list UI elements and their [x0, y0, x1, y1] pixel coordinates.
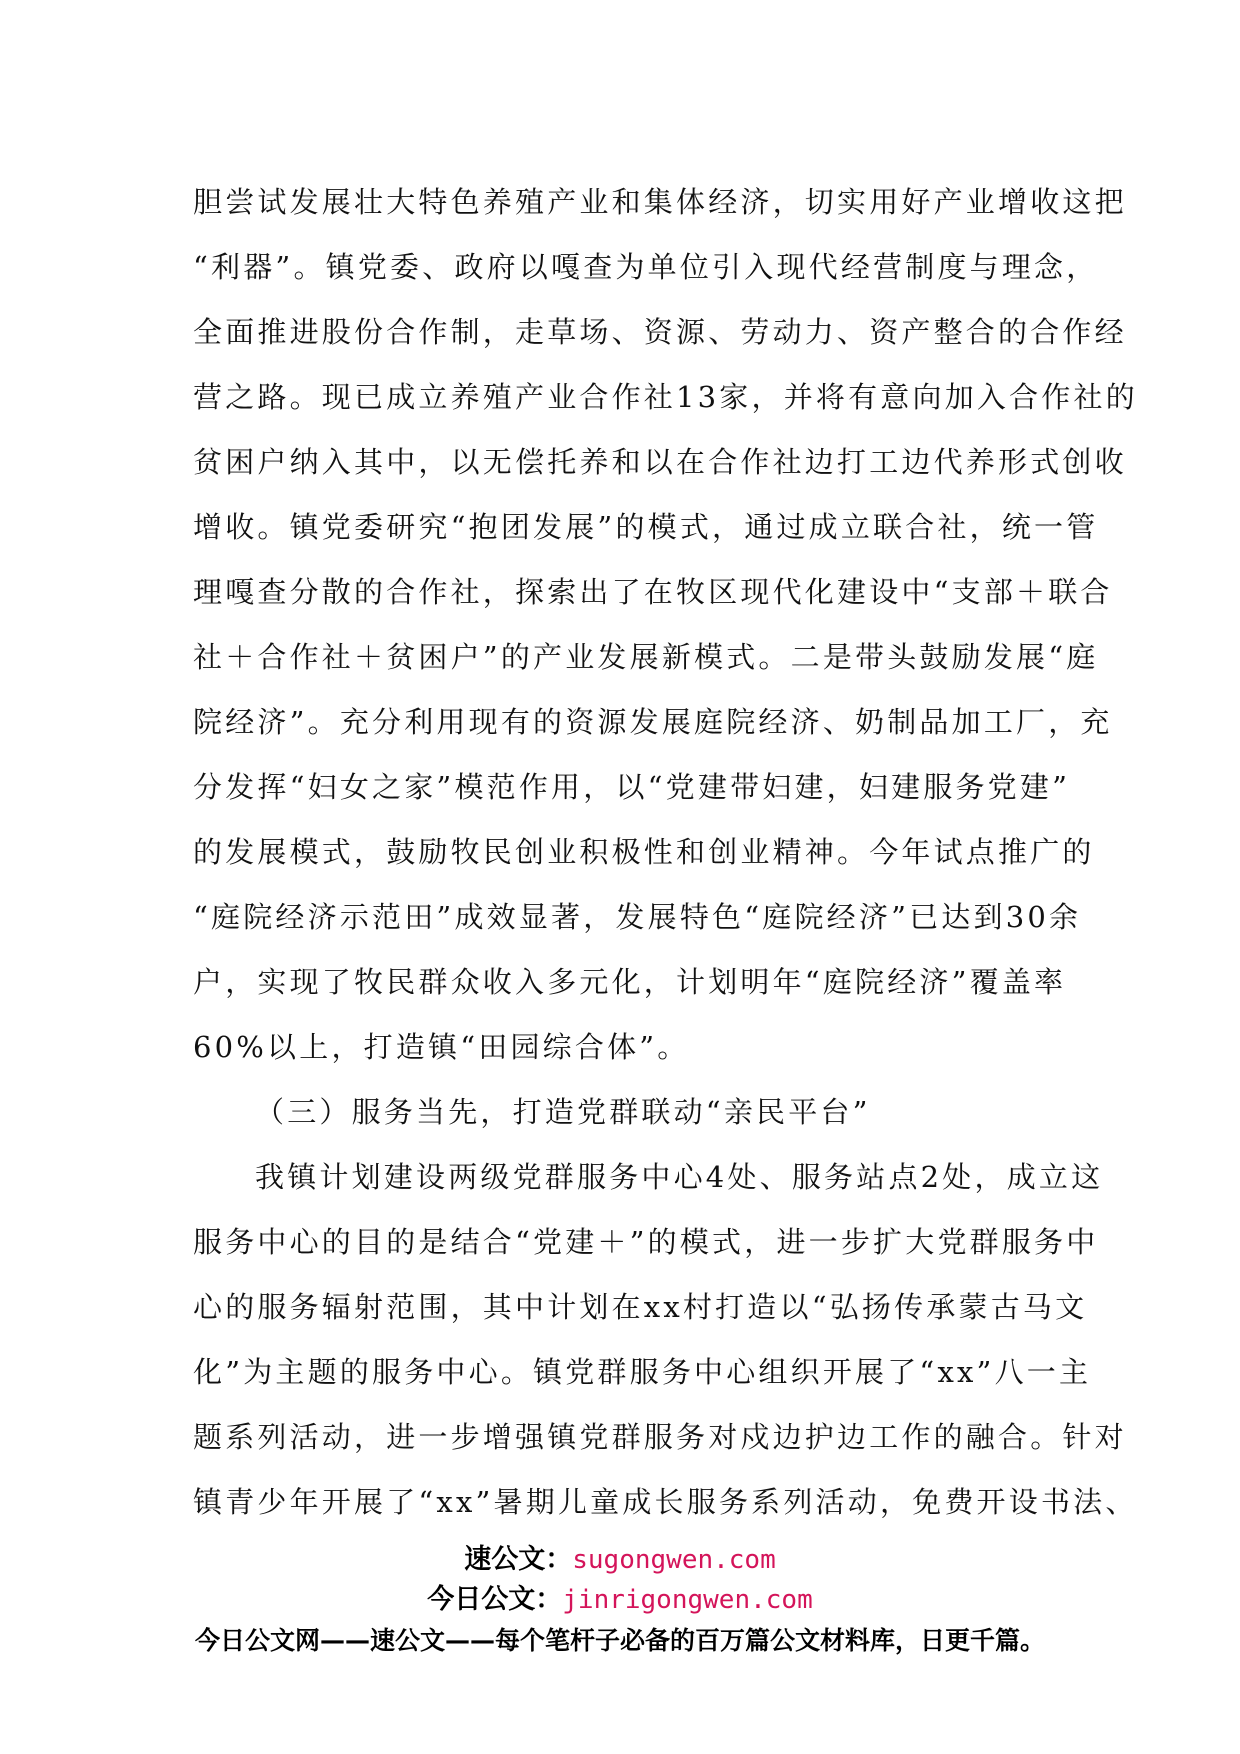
- paragraph-line: 题系列活动，进一步增强镇党群服务对戍边护边工作的融合。针对: [193, 1420, 1127, 1454]
- paragraph-line: 分发挥“妇女之家”模范作用，以“党建带妇建，妇建服务党建”: [193, 770, 1071, 804]
- paragraph-line: 全面推进股份合作制，走草场、资源、劳动力、资产整合的合作经: [193, 315, 1127, 349]
- footer-row-sugongwen: [0, 1540, 1240, 1580]
- footer-label: 速公文：: [464, 1544, 573, 1575]
- footer-row-jinrigongwen: [0, 1580, 1240, 1620]
- footer-label: 今日公文：: [427, 1584, 563, 1615]
- paragraph-line: 的发展模式，鼓励牧民创业积极性和创业精神。今年试点推广的: [193, 835, 1095, 869]
- paragraph-line: 户，实现了牧民群众收入多元化，计划明年“庭院经济”覆盖率: [193, 965, 1067, 999]
- paragraph-line: 我镇计划建设两级党群服务中心4处、服务站点2处，成立这: [255, 1160, 1104, 1194]
- paragraph-line: 化”为主题的服务中心。镇党群服务中心组织开展了“xx”八一主: [193, 1355, 1092, 1389]
- footer-slogan: 今日公文网——速公文——每个笔杆子必备的百万篇公文材料库，日更千篇。: [194, 1626, 1045, 1655]
- paragraph-line: “庭院经济示范田”成效显著，发展特色“庭院经济”已达到30余: [193, 900, 1082, 934]
- footer-watermark: [0, 1540, 1240, 1662]
- document-body: [193, 170, 1138, 1535]
- paragraph-line: 心的服务辐射范围，其中计划在xx村打造以“弘扬传承蒙古马文: [193, 1290, 1088, 1324]
- paragraph-line: 胆尝试发展壮大特色养殖产业和集体经济，切实用好产业增收这把: [193, 185, 1127, 219]
- paragraph-line: 60%以上，打造镇“田园综合体”。: [193, 1030, 690, 1064]
- paragraph-line: 理嘎查分散的合作社，探索出了在牧区现代化建设中“支部＋联合: [193, 575, 1113, 609]
- paragraph-line: 服务中心的目的是结合“党建＋”的模式，进一步扩大党群服务中: [193, 1225, 1099, 1259]
- paragraph-line: 社＋合作社＋贫困户”的产业发展新模式。二是带头鼓励发展“庭: [193, 640, 1099, 674]
- paragraph-line: 营之路。现已成立养殖产业合作社13家，并将有意向加入合作社的: [193, 380, 1138, 414]
- paragraph-line: “利器”。镇党委、政府以嘎查为单位引入现代经营制度与理念，: [193, 250, 1099, 284]
- paragraph-line: 增收。镇党委研究“抱团发展”的模式，通过成立联合社，统一管: [193, 510, 1099, 544]
- paragraph-line: 院经济”。充分利用现有的资源发展庭院经济、奶制品加工厂，充: [193, 705, 1113, 739]
- footer-site-link[interactable]: sugongwen.com: [572, 1545, 776, 1575]
- paragraph-line: 镇青少年开展了“xx”暑期儿童成长服务系列活动，免费开设书法、: [193, 1485, 1138, 1519]
- footer-site-link[interactable]: jinrigongwen.com: [562, 1585, 813, 1615]
- paragraph-line: 贫困户纳入其中，以无偿托养和以在合作社边打工边代养形式创收: [193, 445, 1127, 479]
- section-heading: （三）服务当先，打造党群联动“亲民平台”: [255, 1095, 871, 1129]
